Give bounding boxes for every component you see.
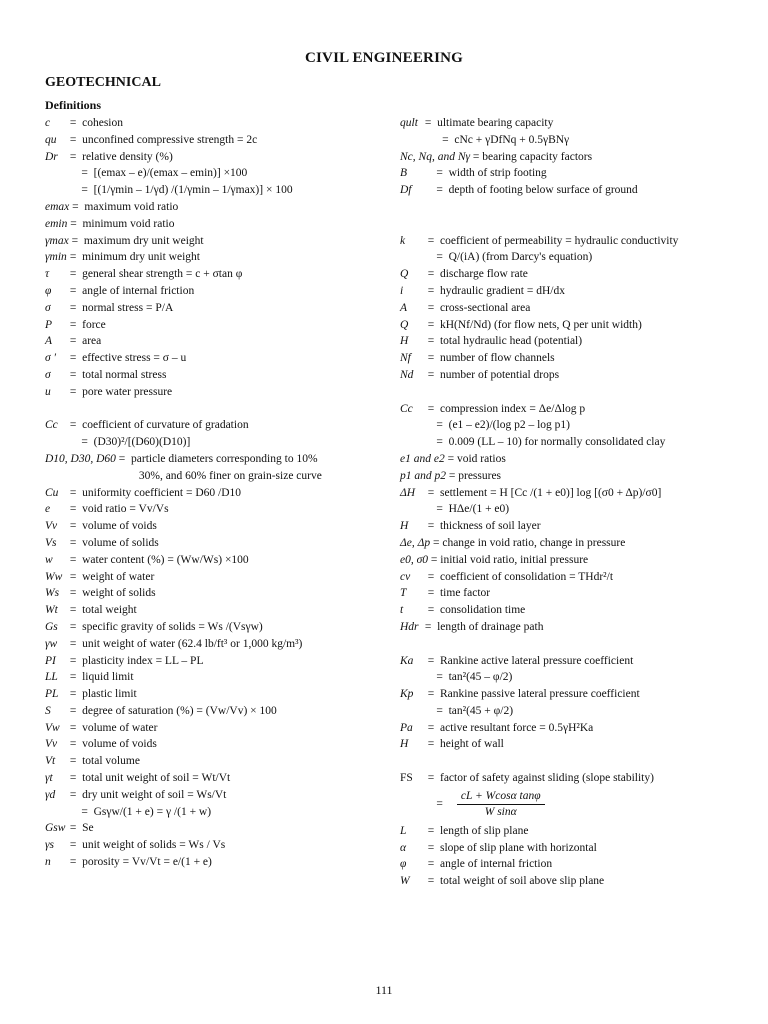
definition-symbol: Cc	[400, 402, 413, 415]
definition-text: = length of slip plane	[422, 824, 529, 837]
definition-symbol: Vs	[45, 536, 57, 549]
definition-row	[400, 736, 740, 753]
definition-row	[400, 350, 740, 367]
definition-row	[45, 300, 385, 317]
definition-symbol: Gs	[45, 620, 58, 633]
definition-symbol: A	[45, 335, 53, 348]
definition-text: = total volume	[67, 755, 140, 768]
definition-symbol: P	[45, 318, 53, 331]
definition-text: = Se	[67, 822, 94, 835]
definition-symbol: w	[45, 553, 53, 566]
definition-text: = plasticity index = LL – PL	[67, 654, 204, 667]
definition-row	[400, 249, 740, 266]
definition-row	[45, 854, 385, 871]
definition-text: = discharge flow rate	[422, 268, 528, 281]
definition-row	[45, 216, 385, 233]
definition-text: = slope of slip plane with horizontal	[422, 841, 597, 854]
definition-row	[400, 856, 740, 873]
definition-row	[45, 669, 385, 686]
definition-row	[400, 686, 740, 703]
definition-symbol: σ	[45, 301, 51, 314]
definition-symbol: τ	[45, 268, 50, 281]
definition-text: = uniformity coefficient = D60 /D10	[67, 486, 242, 499]
definition-text: = factor of safety against sliding (slope stability)	[422, 772, 654, 785]
definition-row	[400, 165, 740, 182]
definition-text: = relative density (%)	[67, 150, 173, 163]
definition-text: = bearing capacity factors	[470, 150, 593, 163]
definition-row	[45, 535, 385, 552]
definition-symbol: u	[45, 385, 51, 398]
definition-text: = cNc + γDfNq + 0.5γBNγ	[422, 133, 570, 146]
definition-row	[45, 636, 385, 653]
definition-row	[400, 434, 740, 451]
definition-row	[45, 417, 385, 434]
definition-text: = settlement = H [Cc /(1 + e0)] log [(σ0 + Δp)/σ0]	[422, 486, 662, 499]
definition-symbol	[400, 434, 422, 451]
definition-row	[400, 840, 740, 857]
definition-symbol: cv	[400, 570, 411, 583]
definition-text: = void ratios	[444, 452, 506, 465]
definition-row	[45, 720, 385, 737]
definition-symbol: γw	[45, 637, 58, 650]
definition-symbol: σ ′	[45, 352, 57, 365]
definition-row	[400, 132, 740, 149]
definition-row	[45, 115, 385, 132]
definition-text: = effective stress = σ – u	[67, 352, 187, 365]
definition-row	[45, 552, 385, 569]
definition-symbol	[45, 468, 67, 485]
definition-text: = plastic limit	[67, 688, 137, 701]
definition-row	[45, 233, 385, 250]
definition-text: = hydraulic gradient = dH/dx	[422, 284, 565, 297]
definition-text: = porosity = Vv/Vt = e/(1 + e)	[67, 856, 212, 869]
definition-text: = cross-sectional area	[422, 301, 531, 314]
definition-text: = minimum void ratio	[67, 217, 175, 230]
definition-symbol: p1 and p2	[400, 469, 446, 482]
definition-text: = coefficient of curvature of gradation	[67, 419, 249, 432]
definition-symbol: α	[400, 841, 407, 854]
definition-row	[45, 686, 385, 703]
definition-symbol: PI	[45, 654, 56, 667]
definition-row	[45, 837, 385, 854]
definition-row	[45, 132, 385, 149]
definition-row	[45, 434, 385, 451]
definition-symbol: W	[400, 875, 410, 888]
definition-symbol: Pa	[400, 721, 413, 734]
definition-text: = angle of internal friction	[422, 858, 553, 871]
definition-symbol: γd	[45, 788, 56, 801]
definition-row	[45, 820, 385, 837]
definition-symbol	[45, 165, 67, 182]
definition-text: = force	[67, 318, 106, 331]
definition-text: = pressures	[446, 469, 502, 482]
definition-symbol: Wt	[45, 604, 58, 617]
definition-symbol: S	[45, 704, 51, 717]
definition-symbol: γs	[45, 839, 55, 852]
fraction-denominator: W sinα	[484, 806, 517, 819]
definition-row	[45, 451, 385, 468]
definition-row	[400, 585, 740, 602]
definition-row	[45, 602, 385, 619]
definition-text: = thickness of soil layer	[422, 520, 541, 533]
definition-row	[45, 753, 385, 770]
definition-text: = total weight	[67, 604, 137, 617]
definition-row	[45, 619, 385, 636]
definition-text: = 0.009 (LL – 10) for normally consolidated clay	[422, 436, 666, 449]
definition-symbol: LL	[45, 671, 58, 684]
definition-row	[45, 199, 385, 216]
definition-text: = normal stress = P/A	[67, 301, 174, 314]
definition-text: = kH(Nf/Nd) (for flow nets, Q per unit width)	[422, 318, 642, 331]
definition-text: = weight of water	[67, 570, 155, 583]
definition-text: = tan²(45 + φ/2)	[422, 704, 514, 717]
definition-text: = total weight of soil above slip plane	[422, 875, 605, 888]
definition-text: = time factor	[422, 587, 491, 600]
definition-symbol: emax	[45, 200, 70, 213]
definition-row	[400, 115, 740, 132]
definition-row	[400, 182, 740, 199]
definition-row	[45, 165, 385, 182]
definition-row	[400, 266, 740, 283]
definition-text: = depth of footing below surface of ground	[422, 184, 638, 197]
definition-text: = total normal stress	[67, 368, 167, 381]
definition-symbol: Cc	[45, 419, 58, 432]
definition-row	[400, 451, 740, 468]
definition-text: = [(emax – e)/(emax – emin)] ×100	[67, 167, 248, 180]
definition-symbol: σ	[45, 368, 51, 381]
definition-symbol: A	[400, 301, 408, 314]
definition-row	[400, 669, 740, 686]
definition-symbol: Nd	[400, 368, 414, 381]
definition-symbol: Vv	[45, 520, 58, 533]
definition-symbol: Ww	[45, 570, 63, 583]
definition-row	[45, 350, 385, 367]
definition-row	[45, 283, 385, 300]
definition-row	[45, 569, 385, 586]
definition-text: = tan²(45 – φ/2)	[422, 671, 513, 684]
definition-row	[400, 770, 740, 787]
definition-row	[400, 873, 740, 890]
definition-row	[400, 653, 740, 670]
definition-symbol: φ	[45, 284, 52, 297]
definition-text: = volume of water	[67, 721, 158, 734]
definition-text: = minimum dry unit weight	[67, 251, 200, 264]
definition-symbol: e1 and e2	[400, 452, 445, 465]
definition-symbol: Dr	[45, 150, 58, 163]
definition-symbol: γmax	[45, 234, 69, 247]
definition-row	[400, 703, 740, 720]
definition-text: = unit weight of solids = Ws / Vs	[67, 839, 226, 852]
definition-row	[45, 585, 385, 602]
definition-symbol: D10, D30, D60	[45, 452, 116, 465]
definition-row	[400, 468, 740, 485]
definition-symbol: t	[400, 604, 404, 617]
definition-row	[400, 300, 740, 317]
definition-symbol	[45, 182, 67, 199]
definition-symbol: H	[400, 520, 409, 533]
page-title: CIVIL ENGINEERING	[304, 50, 464, 66]
definition-text: = consolidation time	[422, 604, 526, 617]
definition-text: = degree of saturation (%) = (Vw/Vv) × 100	[67, 704, 277, 717]
definition-text: = total unit weight of soil = Wt/Vt	[67, 772, 231, 785]
definition-row	[400, 720, 740, 737]
definition-row	[45, 804, 385, 821]
definition-symbol: ΔH	[400, 486, 416, 499]
subsection-heading: Definitions	[45, 98, 102, 112]
definition-row	[400, 485, 740, 502]
definition-text: = compression index = Δe/Δlog p	[422, 402, 586, 415]
definition-symbol: Hdr	[400, 620, 419, 633]
definition-text: = total hydraulic head (potential)	[422, 335, 583, 348]
definition-symbol	[400, 669, 422, 686]
definition-symbol	[45, 804, 67, 821]
definition-row	[400, 602, 740, 619]
definition-row	[400, 518, 740, 535]
definition-row	[45, 703, 385, 720]
definition-text: = unit weight of water (62.4 lb/ft³ or 1,000 kg/m³)	[67, 637, 303, 650]
definition-symbol: H	[400, 335, 409, 348]
definition-row	[45, 770, 385, 787]
definition-text: = change in void ratio, change in pressure	[430, 536, 626, 549]
definition-symbol: Nf	[400, 352, 411, 365]
definition-text: = void ratio = Vv/Vs	[67, 503, 169, 516]
definition-symbol	[45, 434, 67, 451]
definition-row	[45, 149, 385, 166]
definition-row	[400, 619, 740, 636]
definition-symbol: e	[45, 503, 51, 516]
definition-row	[45, 249, 385, 266]
definition-text: =	[422, 798, 443, 811]
definition-text: = Rankine active lateral pressure coefficient	[422, 654, 634, 667]
definition-row	[400, 233, 740, 250]
definition-text: = active resultant force = 0.5γH²Ka	[422, 721, 594, 734]
definition-text: = volume of voids	[67, 738, 157, 751]
definition-row	[400, 149, 740, 166]
definition-symbol: φ	[400, 858, 407, 871]
definition-text: = ultimate bearing capacity	[422, 117, 554, 129]
definition-symbol: Δe, Δp	[400, 536, 431, 549]
definition-symbol: Ka	[400, 654, 414, 667]
definition-symbol: Gsw	[45, 822, 66, 835]
definition-symbol: Kp	[400, 688, 414, 701]
definition-symbol	[400, 501, 422, 518]
left-column	[45, 115, 385, 871]
definition-symbol: Q	[400, 318, 409, 331]
section-heading: GEOTECHNICAL	[45, 75, 161, 90]
definition-symbol: Nc, Nq, and Nγ	[400, 150, 471, 163]
definition-row	[45, 653, 385, 670]
definition-symbol: qu	[45, 133, 57, 146]
definition-symbol: n	[45, 856, 51, 869]
definition-row	[45, 736, 385, 753]
definition-text: = angle of internal friction	[67, 284, 195, 297]
definition-text: = coefficient of permeability = hydraulic conductivity	[422, 234, 679, 247]
definition-text: = water content (%) = (Ww/Ws) ×100	[67, 553, 249, 566]
definition-symbol: emin	[45, 217, 68, 230]
definition-row	[45, 182, 385, 199]
definition-text: = (D30)²/[(D60)(D10)]	[67, 436, 191, 449]
definition-row	[400, 317, 740, 334]
definition-row	[400, 535, 740, 552]
definition-text: = unconfined compressive strength = 2c	[67, 133, 258, 146]
definition-symbol: FS	[400, 772, 413, 785]
definition-text: = cohesion	[67, 117, 123, 129]
definition-text: = liquid limit	[67, 671, 134, 684]
definition-row	[400, 501, 740, 518]
definition-symbol: γt	[45, 772, 53, 785]
definition-text: = dry unit weight of soil = Ws/Vt	[67, 788, 227, 801]
definition-symbol: γmin	[45, 251, 67, 264]
definition-text: = particle diameters corresponding to 10%	[115, 452, 318, 465]
definition-text: = weight of solids	[67, 587, 156, 600]
definition-text: = [(1/γmin – 1/γd) /(1/γmin – 1/γmax)] × 100	[67, 184, 293, 197]
definition-text: = general shear strength = c + σtan φ	[67, 268, 243, 281]
definition-row	[45, 787, 385, 804]
definition-text: = Rankine passive lateral pressure coefficient	[422, 688, 640, 701]
definition-text: = volume of solids	[67, 536, 159, 549]
definition-symbol: Vv	[45, 738, 58, 751]
definition-text: = specific gravity of solids = Ws /(Vsγw)	[67, 620, 263, 633]
definition-symbol: Vw	[45, 721, 60, 734]
definition-text: = volume of voids	[67, 520, 157, 533]
right-column	[400, 115, 740, 890]
definition-row	[400, 787, 740, 823]
definition-symbol: k	[400, 234, 406, 247]
definition-text: = number of potential drops	[422, 368, 560, 381]
definition-symbol: Cu	[45, 486, 59, 499]
definition-row	[45, 384, 385, 401]
definition-row	[45, 485, 385, 502]
definition-text: 30%, and 60% finer on grain-size curve	[67, 469, 322, 482]
page-number: 111	[375, 983, 393, 997]
definition-symbol	[400, 703, 422, 720]
definition-symbol	[400, 417, 422, 434]
definition-symbol	[400, 249, 422, 266]
definition-symbol: Ws	[45, 587, 60, 600]
definition-text: = Q/(iA) (from Darcy's equation)	[422, 251, 593, 264]
definition-text: = width of strip footing	[422, 167, 547, 180]
definition-symbol: B	[400, 167, 408, 180]
definition-text: = (e1 – e2)/(log p2 – log p1)	[422, 419, 570, 432]
definition-row	[400, 333, 740, 350]
definition-symbol: Df	[400, 184, 412, 197]
definition-text: = maximum void ratio	[69, 200, 179, 213]
definition-row	[45, 317, 385, 334]
definition-row	[45, 367, 385, 384]
definition-text: = height of wall	[422, 738, 504, 751]
definition-text: = number of flow channels	[422, 352, 555, 365]
definition-symbol: c	[45, 117, 51, 129]
definition-symbol: Vt	[45, 755, 56, 768]
definition-row	[45, 333, 385, 350]
definition-row	[400, 823, 740, 840]
definition-row	[45, 518, 385, 535]
definition-text: = Gsγw/(1 + e) = γ /(1 + w)	[67, 805, 212, 818]
definition-row	[400, 417, 740, 434]
definition-row	[400, 552, 740, 569]
definition-symbol: Q	[400, 268, 409, 281]
definition-row	[400, 401, 740, 418]
definition-text: = initial void ratio, initial pressure	[428, 553, 589, 566]
definition-symbol: qult	[400, 117, 418, 129]
definition-symbol: T	[400, 587, 407, 600]
fraction-numerator: cL + Wcosα tanφ	[457, 789, 545, 805]
definition-text: = length of drainage path	[422, 620, 544, 633]
definition-row	[45, 266, 385, 283]
definition-symbol: H	[400, 738, 409, 751]
definition-text: = coefficient of consolidation = THdr²/t	[422, 570, 614, 583]
definition-text: = pore water pressure	[67, 385, 173, 398]
definition-symbol: e0, σ0	[400, 553, 429, 566]
definition-symbol: i	[400, 284, 404, 297]
definition-row	[45, 501, 385, 518]
definition-text: = maximum dry unit weight	[68, 234, 204, 247]
definition-symbol: PL	[45, 688, 59, 701]
definition-text: = HΔe/(1 + e0)	[422, 503, 510, 516]
definition-row	[400, 283, 740, 300]
definition-row	[45, 468, 385, 485]
fraction	[457, 789, 545, 820]
definition-text: = area	[67, 335, 102, 348]
definition-symbol	[400, 132, 422, 149]
definition-row	[400, 367, 740, 384]
definition-symbol: L	[400, 824, 407, 837]
definition-row	[400, 569, 740, 586]
